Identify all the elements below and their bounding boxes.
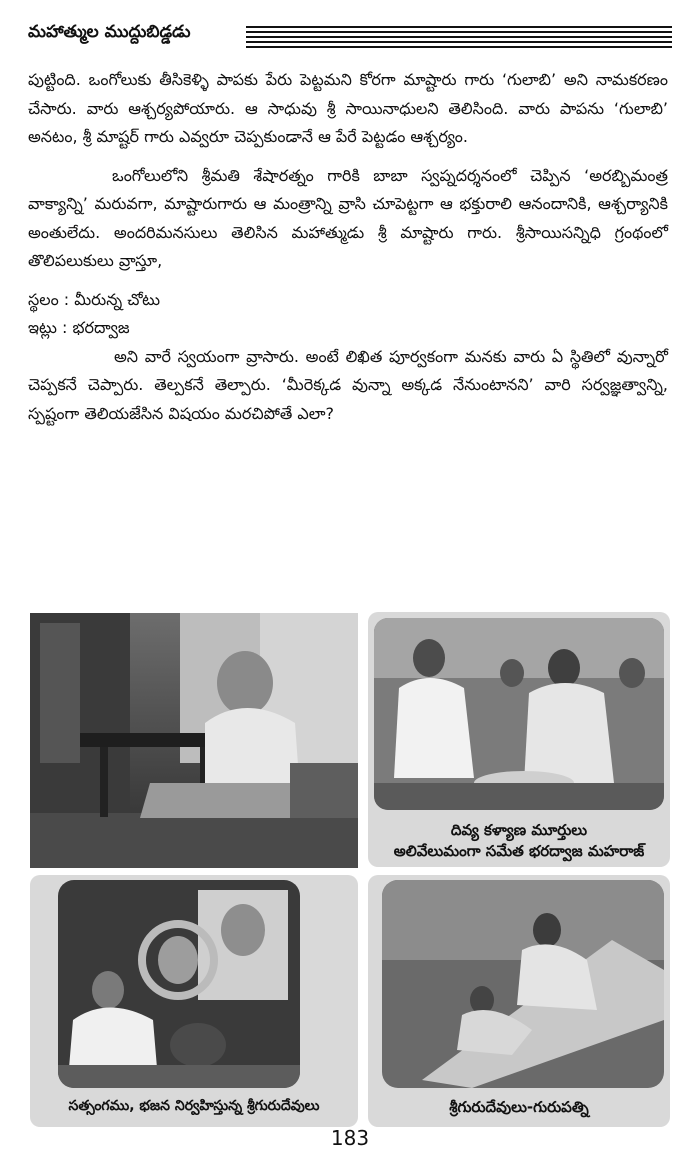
photo-satsang [58, 880, 300, 1088]
body-text [28, 66, 668, 428]
running-header [28, 22, 672, 50]
paragraph-3: అని వారే స్వయంగా వ్రాసారు. అంటే లిఖిత పూర్వకంగా మనకు వారు ఏ స్థితిలో వున్నారో చెప్పకనే చెప్పారు. తెల్పకనే తెల్పారు. ‘మీరెక్కడ వున్నా అక్కడ నేనుంటానని’ వారి సర్వజ్ఞత్వాన్ని, స్పష్టంగా తెలియజేసిన విషయం మరచిపోతే ఎలా? [28, 346, 668, 423]
caption-wedding-line1: దివ్య కళ్యాణ మూర్తులు [450, 821, 588, 839]
caption-gurupatni: శ్రీగురుదేవులు-గురుపత్ని [449, 1098, 589, 1116]
caption-wedding-line2: అలివేలుమంగా సమేత భరద్వాజ మహరాజ్ [393, 842, 645, 860]
header-title: మహాత్ముల ముద్దుబిడ్డడు [28, 22, 191, 42]
paragraph-2: ఒంగోలులోని శ్రీమతి శేషారత్నం గారికి బాబా స్వప్నదర్శనంలో చెప్పిన ‘అరబ్బిమంత్ర వాక్యాన్ని’ మరువగా, మాష్టారుగారు ఆ మంత్రాన్ని వ్రాసి చూపెట్టగా ఆ భక్తురాలి ఆనందానికి, ఆశ్చర్యానికి అంతులేదు. అందరిమనసులు తెలిసిన మహాత్ముడు శ్రీ మాష్టారు గారు. శ్రీసాయిసన్నిధి గ్రంథంలో తొలిపలుకులు వ్రాస్తూ, [28, 165, 668, 270]
place-line: స్థలం : మీరున్న చోటు [28, 289, 161, 309]
header-rules [246, 26, 672, 51]
caption-satsang: సత్సంగము, భజన నిర్వహిస్తున్న శ్రీగురుదేవులు [68, 1098, 320, 1114]
signature-line: ఇట్లు : భరద్వాజ [28, 318, 130, 337]
page-number: 183 [330, 1126, 370, 1150]
photo-wedding [374, 618, 664, 810]
photo-gurupatni [382, 880, 664, 1088]
photo-master-writing [30, 613, 358, 868]
paragraph-1: పుట్టింది. ఒంగోలుకు తీసికెళ్ళి పాపకు పేరు పెట్టమని కోరగా మాష్టారు గారు ‘గులాబి’ అని నామకరణం చేసారు. వారు ఆశ్చర్యపోయారు. ఆ సాధువు శ్రీ సాయినాధులని తెలిసింది. వారు పాపను ‘గులాబి’ అనటం, శ్రీ మాష్టర్ గారు ఎవ్వరూ చెప్పకుండానే ఆ పేరే పెట్టడం ఆశ్చర్యం. [28, 70, 668, 146]
